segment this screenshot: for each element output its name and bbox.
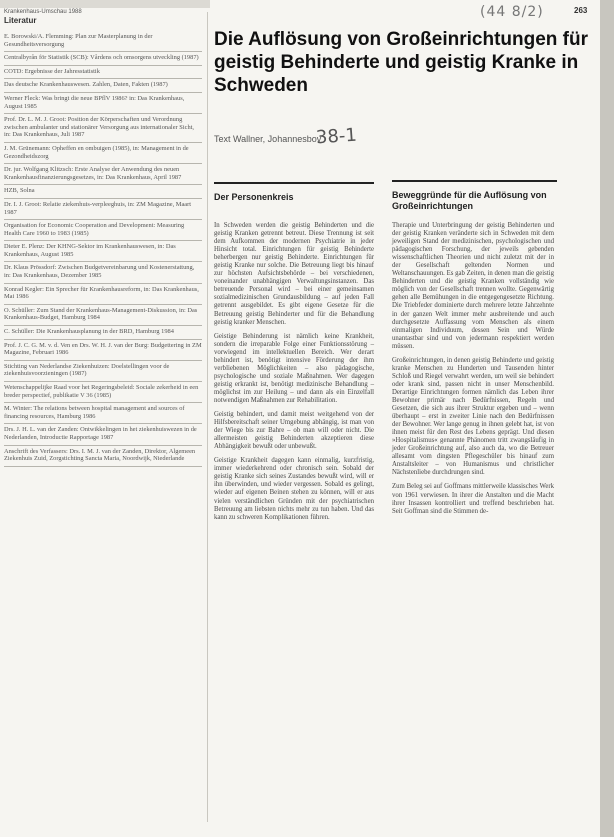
literature-entry: Prof. Dr. L. M. J. Groot: Position der Körperschaften und Verordnung zwischen ambulanter und stationärer Versorgung aus internationaler Sicht, in: Das Krankenhaus, Juli 1987 [4,114,202,143]
literature-entry: COTD: Ergebnisse der Jahresstatistik [4,66,202,80]
literature-entry: O. Schüller: Zum Stand der Krankenhaus-Management-Diskussion, in: Das Krankenhaus-Budget, Hamburg 1984 [4,305,202,326]
paragraph: Therapie und Unterbringung der geistig Behinderten und der geistig Kranken veränderte sich in Schweden mit dem jeweiligen Stand der medizinischen, psychologischen und pädagogischen Forschung, der jeweils gebenden wissenschaftlichen Theorien und nicht zuletzt mit der in der Gesellschaft geltenden Normen und Weltanschauungen. Es gab Zeiten, in denen man die geistig Behinderten und die geistig Kranken vollständig wie möglich von der Gesellschaft trennen wollte. Gegenwärtig gehen alle Bemühungen in die entgegengesetzte Richtung. Die Triebfeder dominierte durch mehrere letzte Jahrzehnte in der ganzen Welt immer mehr ausbreitende und auch durchgesetzte Auffassung vom Menschen als einem einmaligen Individuum, dessen Sein und Würde unantastbar sind und von jedermann respektiert werden müssen. [392,222,554,350]
literature-entry: Dr. Klaus Prössdorf: Zwischen Budgetvereinbarung und Kostenerstattung, in: Das Krankenhaus, Dezember 1985 [4,262,202,283]
literature-column [4,12,202,832]
literature-entry: Dieter E. Plenz: Der KHNG-Sektor im Krankenhauswesen, in: Das Krankenhaus, August 1985 [4,241,202,262]
literature-entry: Das deutsche Krankenhauswesen. Zahlen, Daten, Fakten (1987) [4,79,202,93]
literature-entry: Organisation for Economic Cooperation and Development: Measuring Health Care 1960 to 1983 (1985) [4,220,202,241]
paragraph: Zum Beleg sei auf Goffmans mittlerweile klassisches Werk von 1961 verwiesen. In ihrer die Anstalten und die Macht ihrer Insassen kontrolliert und treffend beschrieben hat. Seit Goffman sind die Stimmen de- [392,483,554,515]
literature-entry: J. M. Grünemann: Opheffen en ombuigen (1985), in: Management in de Gezondheidszorg [4,143,202,164]
literature-entry: M. Winter: The relations between hospital management and sources of financing resources, Hamburg 1986 [4,403,202,424]
literature-entry: C. Schüller: Die Krankenhausplanung in der BRD, Hamburg 1984 [4,326,202,340]
paragraph: Großeinrichtungen, in denen geistig Behinderte und geistig kranke Menschen zu Hunderten und Tausenden hinter Schloß und Riegel verwahrt werden, um weil sie behindert oder krank sind, passen nicht in unser Menschenbild. Derartige Einrichtungen formen nämlich das Leben ihrer Bewohner primär nach Bedürfnissen, Regeln und Gesetzen, die sich aus ihrer Struktur ergeben und – wenn überhaupt – erst in zweiter Linie nach den Bedürfnissen der Bewohner. Wer lange genug in ihnen gelebt hat, ist von ihnen meist für den Rest des Lebens geprägt. Und diesen »Hospitalismus« genannte Phänomen tritt zwangsläufig in jeder Großeinrichtung auf, also auch da, wo die Betreuer allesamt vom dingsten Pflegeschüler bis hinauf zum Anstaltsleiter – von Humanismus und christlicher Nächstenliebe durchdrungen sind. [392,356,554,477]
column-divider [207,12,208,822]
literature-entry: Werner Fleck: Was bringt die neue BPflV 1986? in: Das Krankenhaus, August 1985 [4,93,202,114]
literature-entry: Wetenschappelijke Raad voor het Regeringsbeleid: Sociale zekerheid in een breder perspectief, publikatie V 36 (1985) [4,382,202,403]
article-column-2 [392,222,554,522]
literature-entry: Konrad Kegler: Ein Sprecher für Krankenhausreform, in: Das Krankenhaus, Mai 1986 [4,284,202,305]
journal-header-strip [0,0,210,15]
paragraph: Geistige Krankheit dagegen kann einmalig, kurzfristig, immer wiederkehrend oder chronisch sein. Sobald der geistig Kranke sich seines Zustandes bewußt wird, will er ihn überwinden, und wieder vergessen. Sobald es gelingt, wieder auf eigenen Beinen stehen zu können, will er aus vielen verständlichen Gründen mit der psychiatrischen Betreuung am liebsten nichts mehr zu tun haben. Und das kann zu schweren Komplikationen führen. [214,457,374,521]
literature-entry: Anschrift des Verfassers: Drs. I. M. J. van der Zanden, Direktor, Algemeen Ziekenhuis Zuid, Zorgstichting Sancta Maria, Noordwijk, Niederlande [4,446,202,467]
literature-entry: E. Borowski/A. Flemming: Plan zur Masterplanung in der Gesundheitsversorgung [4,31,202,52]
literature-entry: Prof. J. C. G. M. v. d. Ven en Drs. W. H. J. van der Burg: Budgettering in ZM Magazine, Februari 1986 [4,340,202,361]
journal-header-text: Krankenhaus-Umschau 1988 [4,9,82,15]
article-title: Die Auflösung von Großeinrichtungen für geistig Behinderte und geistig Kranke in Schweden [214,29,589,96]
section-heading-personenkreis: Der Personenkreis [214,192,294,202]
literature-entry: Centralbyrån för Statistik (SCB): Vårdens och omsorgens utveckling (1987) [4,52,202,66]
literature-entry: Stichting van Nederlandse Ziekenhuizen: Doelstellingen voor de ziekenhuisvoorzieningen (1987) [4,361,202,382]
article-column-1 [214,222,374,528]
paragraph: In Schweden werden die geistig Behinderten und die geistig Kranken getrennt betreut. Diese Trennung ist seit dem Aufkommen der modernen Psychiatrie in jeder Hinsicht total. Einrichtungen für geistig Behinderte beherbergen nur geistig Behinderte. Einrichtungen für geistig Kranke nur solche. Die Betreuung liegt bis hinauf zur höchsten Aufsichtsbehörde – bei verschiedenen, voneinander unabhängigen Verwaltungsinstanzen. Das betreuende Personal wird – bei einer gemeinsamen sozialmedizinischen Grundausbildung – auf jeden Fall getrennt ausgebildet. Es gibt eigene Gesetze für die Betreuung geistig Behinderter und für die Behandlung geistig kranker Menschen. [214,222,374,326]
handwritten-stamp: (44 8/2) [480,4,544,20]
literature-entry: Drs. J. H. L. van der Zanden: Ontwikkelingen in het ziekenhuiswezen in de Nederlanden, Introductie Rapportage 1987 [4,424,202,445]
article-author: Text Wallner, Johannesbov [214,134,322,144]
literature-entry: Dr. jur. Wolfgang Klitzsch: Erste Analyse der Anwendung des neuen Krankenhausfinanzierungsgesetzes, in: Das Krankenhaus, April 1987 [4,164,202,185]
section-rule [392,180,557,182]
page-number: 263 [574,6,588,15]
literature-entry: Dr. I. J. Groot: Relatie ziekenhuis-verpleeghuis, in: ZM Magazine, Maart 1987 [4,199,202,220]
literature-list [4,31,202,467]
handwritten-note: 38-1 [315,124,358,149]
page-edge [600,0,614,837]
paragraph: Geistige Behinderung ist nämlich keine Krankheit, sondern die irreparable Folge einer Funktionsstörung – vorwiegend im intellektuellen Bereich. Wer derart behindert ist, benötigt intensive Förderung der ihm verbliebenen Möglichkeiten – also pädagogische, psychologische und soziale Maßnahmen. Wer dagegen geistig erkrankt ist, benötigt medizinische Behandlung – möglichst im zur Heilung – und dann als ein Einzelfall notwendigen Maßnahmen zur Rehabilitation. [214,332,374,404]
literature-entry: HZB, Solna [4,185,202,199]
section-rule [214,182,374,184]
section-heading-beweggruende: Beweggründe für die Auflösung von Großeinrichtungen [392,190,547,211]
paragraph: Geistig behindert, und damit meist weitgehend von der Hilfsbereitschaft seiner Umgebung abhängig, ist man von der Wiege bis zur Bahre – ob man will oder nicht. Die allermeisten geistig Behinderten akzeptieren diese Abhängigkeit bewußt oder unbewußt. [214,411,374,451]
literature-heading: Literatur [4,16,37,25]
